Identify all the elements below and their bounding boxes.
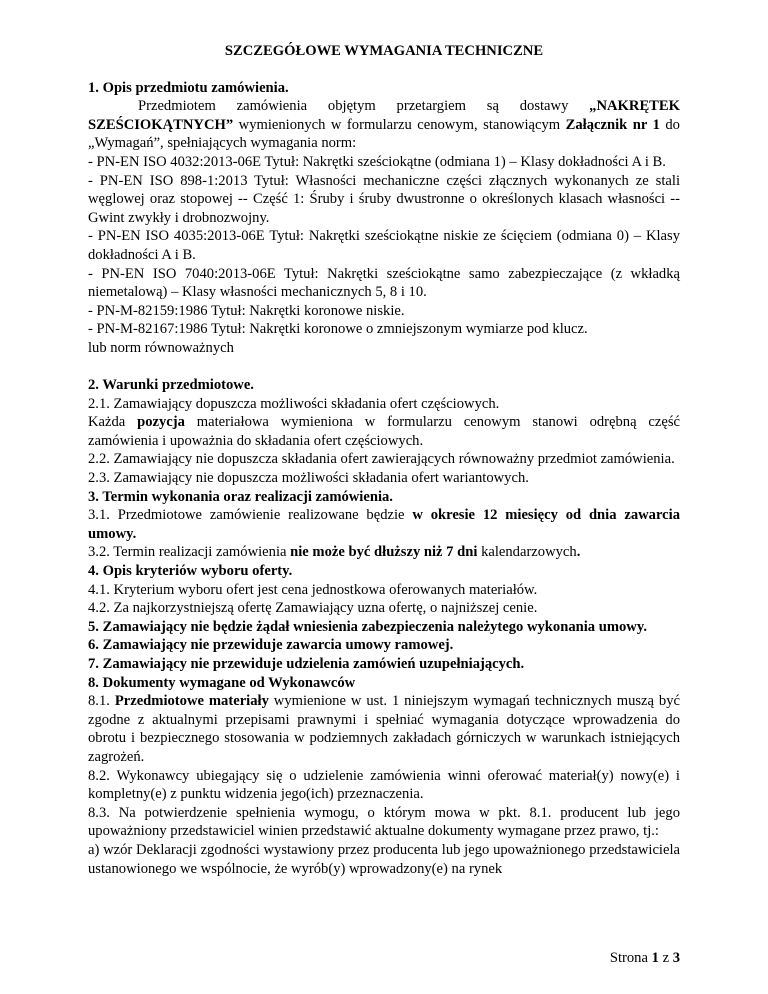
section-7-heading: 7. Zamawiający nie przewiduje udzielenia zamówień uzupełniających. [88, 656, 525, 672]
paragraph-3-1: 3.1. Przedmiotowe zamówienie realizowane będzie w okresie 12 miesięcy od dnia zawarcia umowy. [88, 507, 680, 542]
section-2-heading: 2. Warunki przedmiotowe. [88, 377, 254, 394]
page-title: SZCZEGÓŁOWE WYMAGANIA TECHNICZNE [224, 43, 544, 59]
paragraph-4-2: 4.2. Za najkorzystniejszą ofertę Zamawiający uzna ofertę, o najniższej cenie. [88, 600, 538, 617]
norm-item: - PN-M-82159:1986 Tytuł: Nakrętki koronowe niskie. [88, 302, 405, 319]
section-5-heading: 5. Zamawiający nie będzie żądał wniesienia zabezpieczenia należytego wykonania umowy. [88, 618, 647, 635]
norm-item: - PN-EN ISO 7040:2013-06E Tytuł: Nakrętki sześciokątne samo zabezpieczające (z wkładką niemetalową) – Klasy własności mechanicznych 5, 8 i 10. [88, 265, 680, 301]
document-page [88, 42, 680, 878]
page-footer: Strona 1 z 3 [609, 950, 680, 966]
paragraph-2-3: 2.3. Zamawiający nie dopuszcza możliwości składania ofert wariantowych. [88, 470, 529, 487]
norms-closing: lub norm równoważnych [88, 339, 234, 356]
section-1-intro: Przedmiotem zamówienia objętym przetargiem są dostawy „NAKRĘTEK SZEŚCIOKĄTNYCH” wymienionych w formularzu cenowym, stanowiącym Załącznik nr 1 do „Wymagań”, spełniających wymagania norm: [88, 98, 680, 152]
paragraph-4-1: 4.1. Kryterium wyboru ofert jest cena jednostkowa oferowanych materiałów. [88, 581, 538, 598]
paragraph-2-1: 2.1. Zamawiający dopuszcza możliwości składania ofert częściowych. [88, 395, 500, 412]
section-3-heading: 3. Termin wykonania oraz realizacji zamówienia. [88, 488, 393, 505]
section-8-heading: 8. Dokumenty wymagane od Wykonawców [88, 674, 356, 691]
paragraph-2-2: 2.2. Zamawiający nie dopuszcza składania ofert zawierających równoważny przedmiot zamówienia. [88, 451, 675, 468]
norm-item: - PN-M-82167:1986 Tytuł: Nakrętki koronowe o zmniejszonym wymiarze pod klucz. [88, 321, 588, 338]
total-pages: 3 [672, 950, 680, 966]
paragraph-8-3a: a) wzór Deklaracji zgodności wystawiony przez producenta lub jego upoważnionego przedstawiciela ustanowionego we wspólnocie, że wyrób(y) wprowadzony(e) na rynek [88, 841, 680, 877]
norm-item: - PN-EN ISO 4035:2013-06E Tytuł: Nakrętki sześciokątne niskie ze ścięciem (odmiana 0) – Klasy dokładności A i B. [88, 228, 680, 263]
paragraph-8-1: 8.1. Przedmiotowe materiały wymienione w ust. 1 niniejszym wymagań technicznych muszą być zgodne z aktualnymi przepisami prawnymi i spełniać wymagania dotyczące wprowadzenia do obrotu i bezpiecznego stosowania w podziemnych zakładach górniczych w warunkach istniejących zagrożeń. [88, 693, 680, 765]
paragraph-8-3: 8.3. Na potwierdzenie spełnienia wymogu, o którym mowa w pkt. 8.1. producent lub jego upoważniony przedstawiciel winien przedstawić aktualne dokumenty wymagane przez prawo, tj.: [88, 804, 680, 840]
norm-item: - PN-EN ISO 898-1:2013 Tytuł: Własności mechaniczne części złącznych wykonanych ze stali węglowej oraz stopowej -- Część 1: Śruby i śruby dwustronne o określonych klasach własności -- Gwint zwykły i drobnozwojny. [88, 172, 680, 226]
section-4-heading: 4. Opis kryteriów wyboru oferty. [88, 563, 293, 580]
section-1-heading: 1. Opis przedmiotu zamówienia. [88, 79, 289, 96]
paragraph-2-1b: Każda pozycja materiałowa wymieniona w formularzu cenowym stanowi odrębną część zamówienia i upoważnia do składania ofert częściowych. [88, 414, 680, 449]
paragraph-8-2: 8.2. Wykonawcy ubiegający się o udzielenie zamówienia winni oferować materiał(y) nowy(e) i kompletny(e) z punktu widzenia jego(ich) przeznaczenia. [88, 767, 680, 803]
norm-item: - PN-EN ISO 4032:2013-06E Tytuł: Nakrętki sześciokątne (odmiana 1) – Klasy dokładności A i B. [88, 153, 666, 170]
section-6-heading: 6. Zamawiający nie przewiduje zawarcia umowy ramowej. [88, 637, 454, 654]
paragraph-3-2: 3.2. Termin realizacji zamówienia nie może być dłuższy niż 7 dni kalendarzowych. [88, 544, 581, 561]
current-page-number: 1 [651, 950, 659, 966]
